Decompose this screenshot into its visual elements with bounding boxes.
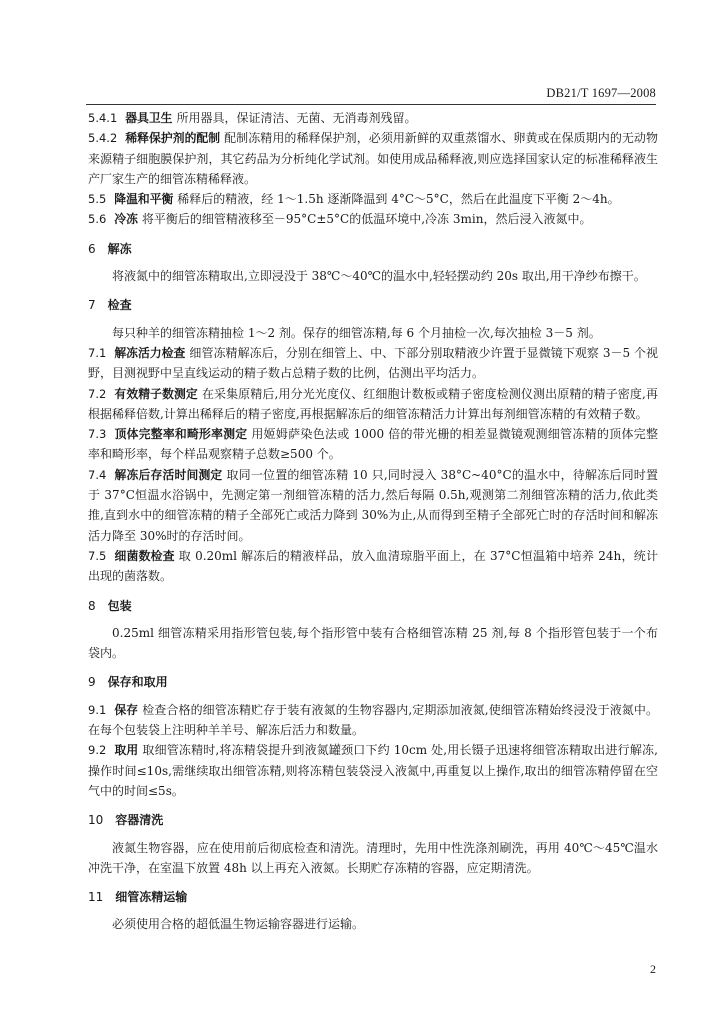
clause-7-5 — [88, 546, 658, 587]
section-number: 6 — [88, 241, 96, 256]
section-number: 7 — [88, 298, 96, 313]
section-number: 11 — [88, 890, 104, 905]
clause-number: 7.4 — [88, 467, 107, 482]
clause-text: 细管冻精解冻后，分别在细管上、中、下部分别取精液少许置于显微镜下观察 3－5 个视野，目测视野中呈直线运动的精子数占总精子数的比例，估测出平均活力。 — [88, 345, 658, 381]
section-11-heading — [88, 887, 658, 907]
clause-text: 将平衡后的细管精液移至－95°C±5°C的低温环境中,冷冻 3min，然后浸入液氮中。 — [141, 212, 592, 227]
section-11-text: 必须使用合格的超低温生物运输容器进行运输。 — [112, 917, 365, 932]
clause-7-4 — [88, 465, 658, 546]
clause-number: 7.1 — [88, 345, 107, 360]
clause-number: 5.6 — [88, 212, 107, 227]
section-title: 包装 — [107, 598, 132, 613]
clause-number: 7.3 — [88, 427, 107, 442]
clause-7-2 — [88, 384, 658, 425]
section-6-heading — [88, 239, 658, 259]
clause-text: 稀释后的精液，经 1～1.5h 逐渐降温到 4°C～5°C，然后在此温度下平衡 2～4h。 — [177, 192, 620, 207]
clause-9-2 — [88, 740, 658, 801]
clause-5-4-2 — [88, 128, 658, 189]
section-9-heading — [88, 672, 658, 692]
clause-title: 有效精子数测定 — [114, 386, 198, 401]
clause-title: 冷冻 — [114, 212, 138, 227]
clause-title: 降温和平衡 — [114, 192, 174, 207]
clause-number: 9.1 — [88, 702, 107, 717]
clause-9-1 — [88, 700, 658, 741]
clause-text: 取 0.20ml 解冻后的精液样品，放入血清琼脂平面上，在 37°C恒温箱中培养 24h，统计出现的菌落数。 — [88, 548, 658, 584]
section-10-heading — [88, 810, 658, 830]
section-number: 10 — [88, 813, 104, 828]
clause-title: 解冻后存活时间测定 — [114, 467, 223, 482]
section-title: 细管冻精运输 — [115, 890, 188, 905]
section-8-text: 0.25ml 细管冻精采用指形管包装,每个指形管中装有合格细管冻精 25 剂,每 8 个指形管包装于一个布袋内。 — [88, 625, 658, 661]
clause-text: 配制冻精用的稀释保护剂，必须用新鲜的双重蒸馏水、卵黄或在保质期内的无动物来源精子细胞膜保护剂，其它药品为分析纯化学试剂。如使用成品稀释液,则应选择国家认定的标准稀释液生产厂家生产的细管冻精稀释液。 — [88, 131, 658, 186]
section-6-text: 将液氮中的细管冻精取出,立即浸没于 38℃～40℃的温水中,轻轻摆动约 20s 取出,用干净纱布擦干。 — [112, 269, 646, 284]
section-7-text: 每只种羊的细管冻精抽检 1～2 剂。保存的细管冻精,每 6 个月抽检一次,每次抽检 3－5 剂。 — [112, 325, 601, 340]
clause-number: 7.5 — [88, 548, 107, 563]
section-number: 8 — [88, 598, 96, 613]
clause-text: 取同一位置的细管冻精 10 只,同时浸入 38°C~40°C的温水中，待解冻后同时置于 37°C恒温水浴锅中，先测定第一剂细管冻精的活力,然后每隔 0.5h,观测第二剂细管冻精的活力,依此类推,直到水中的细管冻精的精子全部死亡或活力降到 30%为止,从而得到至精子全部死亡时的存活时间和解冻活力降至 30%时的存活时间。 — [88, 467, 658, 543]
section-title: 容器清洗 — [115, 813, 164, 828]
clause-number: 5.5 — [88, 192, 107, 207]
page-number: 2 — [650, 962, 656, 976]
clause-title: 顶体完整率和畸形率测定 — [114, 427, 248, 442]
standard-code: DB21/T 1697—2008 — [546, 86, 656, 100]
clause-5-5 — [88, 189, 658, 209]
section-title: 保存和取用 — [107, 675, 168, 690]
clause-title: 解冻活力检查 — [114, 345, 186, 360]
clause-title: 保存 — [114, 702, 139, 717]
clause-7-3 — [88, 424, 658, 465]
clause-text: 取细管冻精时,将冻精袋提升到液氮罐颈口下约 10cm 处,用长镊子迅速将细管冻精取出进行解冻,操作时间≤10s,需继续取出细管冻精,则将冻精包装袋浸入液氮中,再重复以上操作,取出的细管冻精停留在空气中的时间≤5s。 — [88, 743, 658, 798]
clause-7-1 — [88, 343, 658, 384]
clause-text: 检查合格的细管冻精贮存于装有液氮的生物容器内,定期添加液氮,使细管冻精始终浸没于液氮中。在每个包装袋上注明种羊羊号、解冻后活力和数量。 — [88, 702, 658, 738]
document-body — [88, 108, 658, 935]
clause-title: 稀释保护剂的配制 — [125, 131, 221, 146]
clause-number: 9.2 — [88, 743, 107, 758]
clause-number: 7.2 — [88, 386, 107, 401]
clause-title: 取用 — [114, 743, 139, 758]
section-10-text: 液氮生物容器，应在使用前后彻底检查和清洗。清理时，先用中性洗涤剂刷洗，再用 40℃～45℃温水冲洗干净，在室温下放置 48h 以上再充入液氮。长期贮存冻精的容器，应定期清洗。 — [88, 840, 658, 875]
section-title: 检查 — [107, 298, 132, 313]
header-rule — [86, 104, 656, 105]
clause-title: 细菌数检查 — [114, 548, 175, 563]
clause-number: 5.4.1 — [88, 111, 118, 125]
section-number: 9 — [88, 675, 96, 690]
clause-title: 器具卫生 — [125, 111, 173, 125]
clause-text: 用姬姆萨染色法或 1000 倍的带光栅的相差显微镜观测细管冻精的顶体完整率和畸形率，每个样品观察精子总数≥500 个。 — [88, 427, 658, 462]
clause-5-6 — [88, 209, 658, 229]
clause-text: 所用器具，保证清洁、无菌、无消毒剂残留。 — [176, 111, 417, 125]
clause-number: 5.4.2 — [88, 131, 118, 146]
section-title: 解冻 — [107, 241, 132, 256]
clause-5-4-1 — [88, 108, 658, 128]
clause-text: 在采集原精后,用分光光度仪、红细胞计数板或精子密度检测仪测出原精的精子密度,再根据稀释倍数,计算出稀释后的精子密度,再根据解冻后的细管冻精活力计算出每剂细管冻精的有效精子数。 — [88, 386, 658, 421]
section-8-heading — [88, 596, 658, 616]
section-7-heading — [88, 295, 658, 315]
